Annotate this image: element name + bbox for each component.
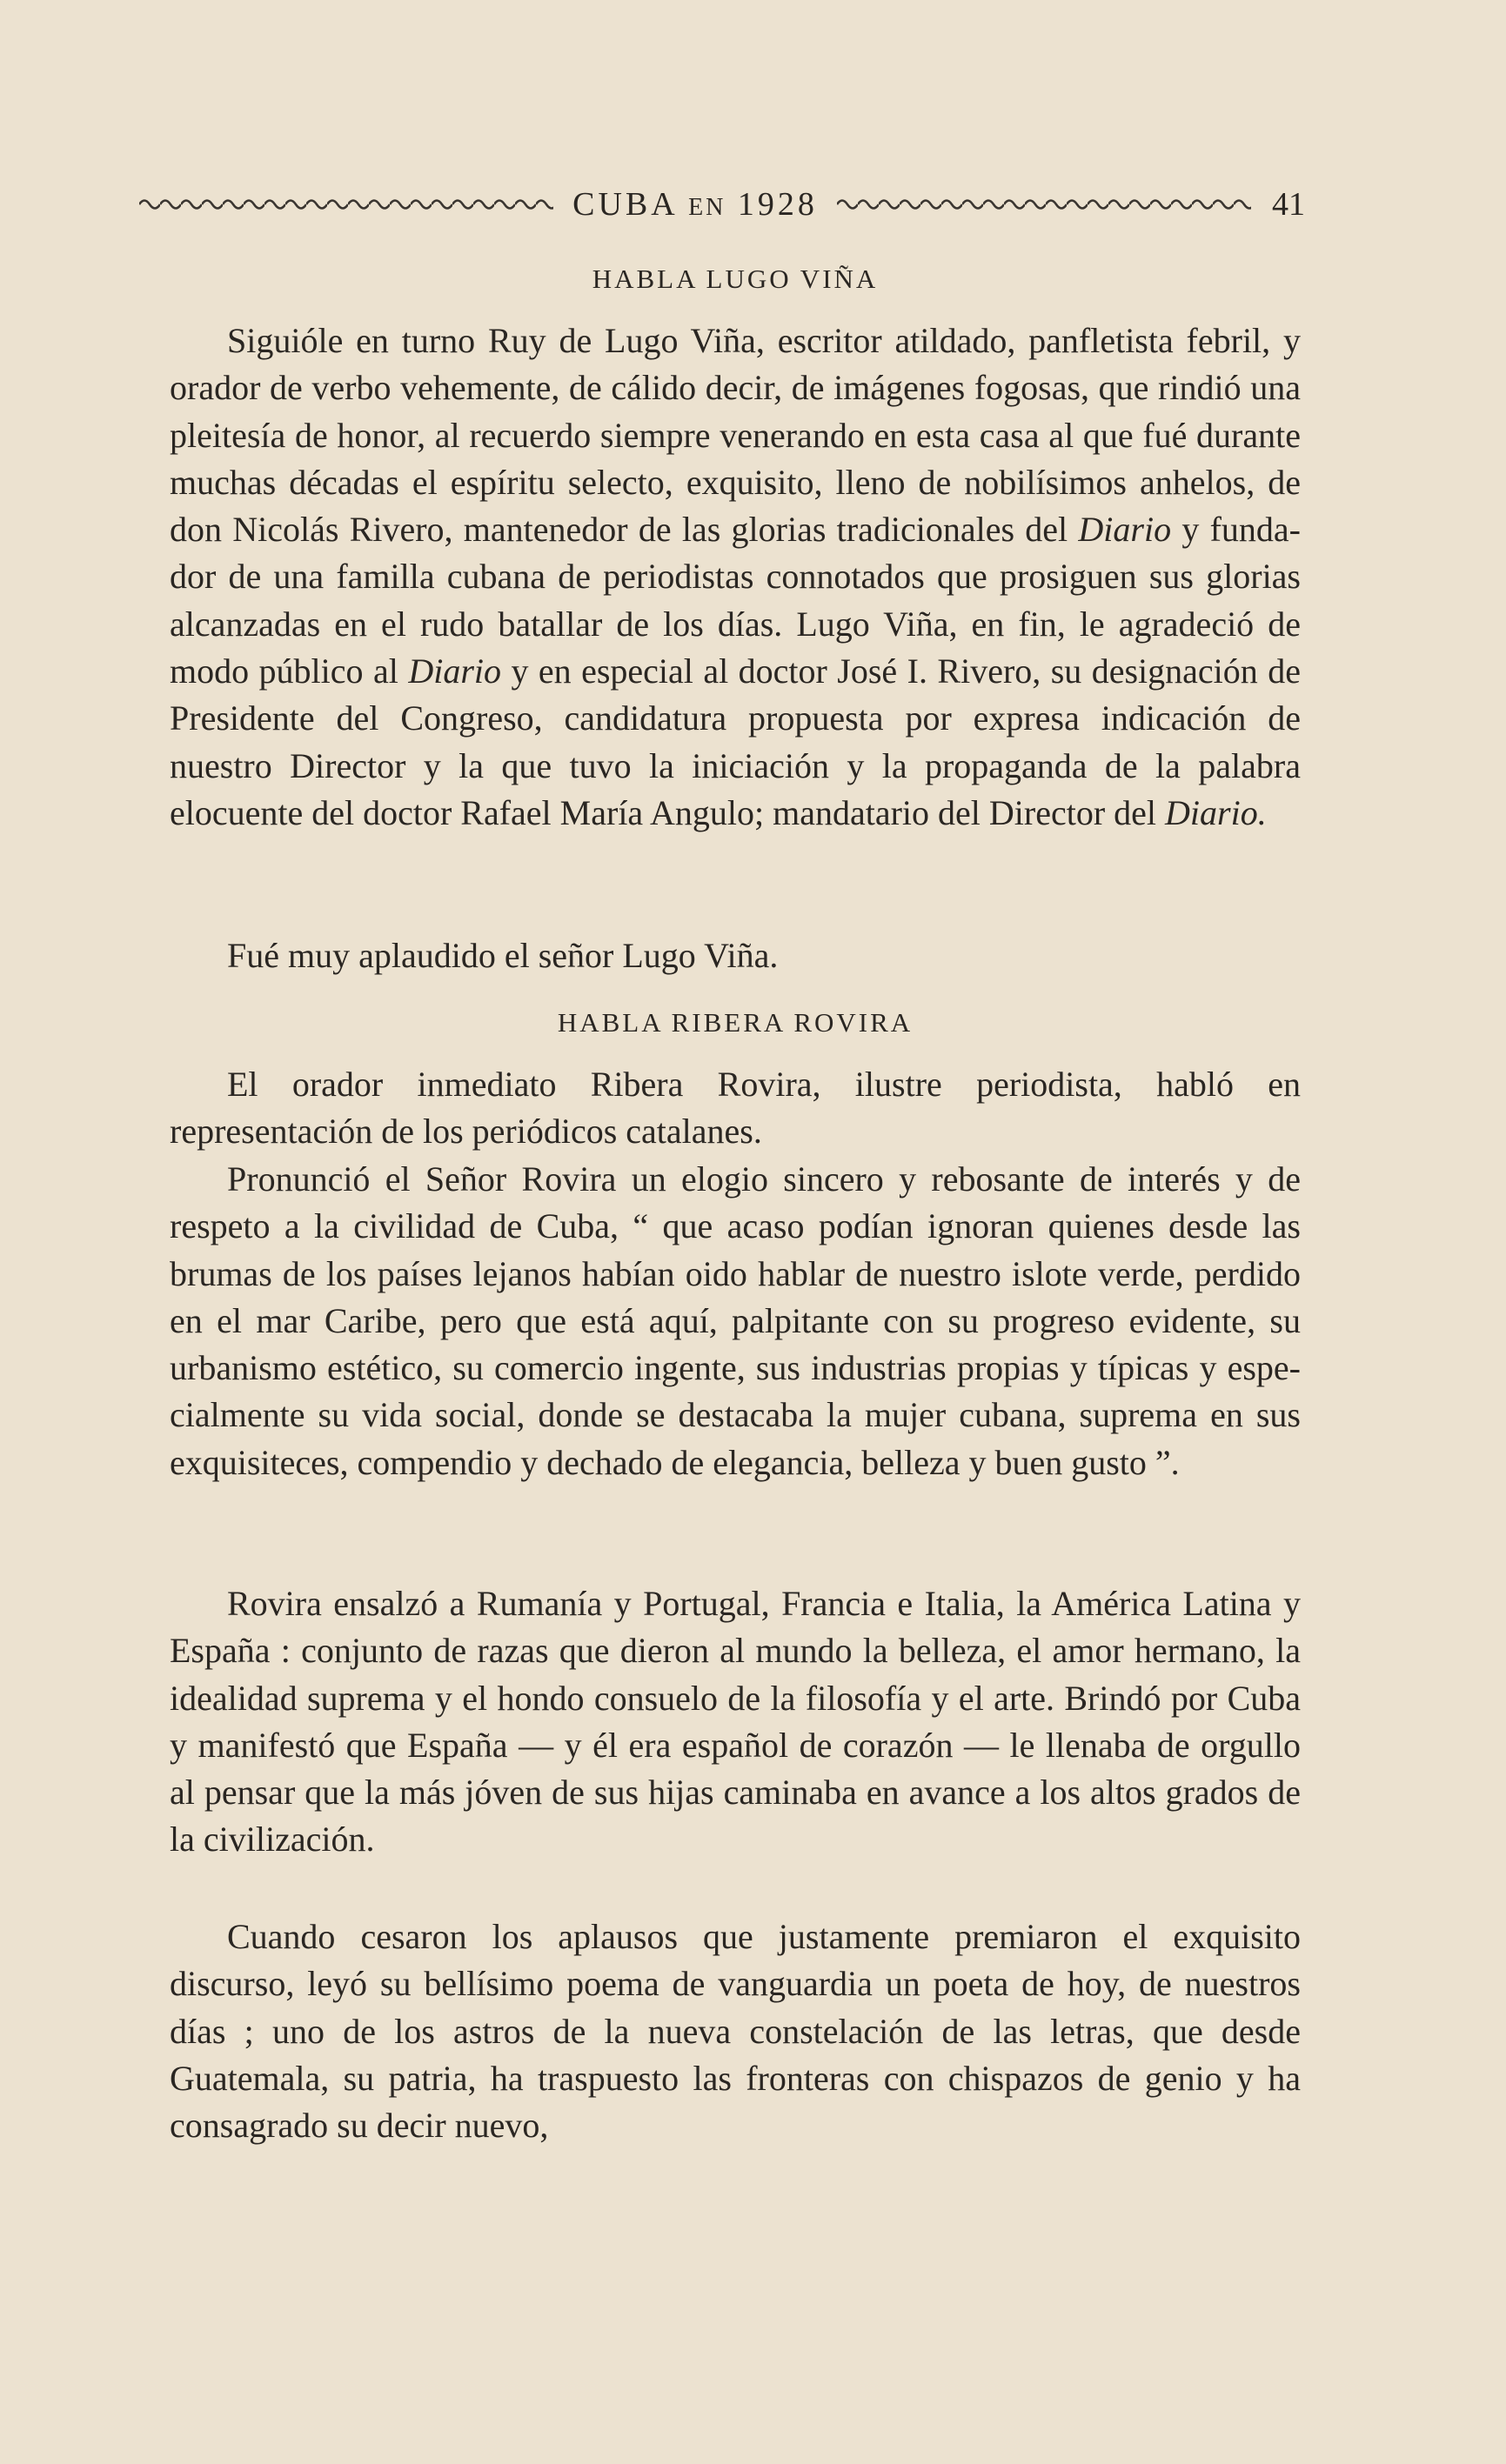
page-number: 41 <box>1272 186 1305 223</box>
title-year: 1928 <box>737 186 818 223</box>
section-heading-lugo-vina: HABLA LUGO VIÑA <box>592 264 879 294</box>
running-title <box>553 185 837 224</box>
italic-diario: Diario. <box>1165 792 1267 832</box>
italic-diario: Diario <box>408 651 501 691</box>
title-en: EN <box>688 194 726 221</box>
paragraph-lugo-vina: Siguióle en turno Ruy de Lugo Viña, escritor atildado, panfletista febril, y orador de verbo vehemente, de cálido decir, de imágenes fogosas, que rindió una pleitesía de honor, al recuerdo siempre venerando en esta casa al que fué durante muchas décadas el espíritu selecto, exquisito, lleno de nobilísimos anhelos, de don Nicolás Rivero, mantenedor de las glorias tradicionales del Diario y fundador de una familla cubana de periodistas connotados que prosiguen sus glorias alcanzadas en el rudo batallar de los días. Lugo Viña, en fin, le agradeció de modo público al Diario y en especial al doctor José I. Rivero, su designación de Presidente del Congreso, candidatura propuesta por expresa indicación de nuestro Director y la que tuvo la iniciación y la propaganda de la palabra elocuente del doctor Rafael María Angulo; mandatario del Director del Diario. <box>170 321 1301 832</box>
wavy-rule-left <box>139 195 553 214</box>
paragraph-applause: Fué muy aplaudido el señor Lugo Viña. <box>227 936 779 975</box>
running-header <box>139 178 1305 230</box>
title-main: CUBA <box>572 186 677 223</box>
paragraph-ribera-intro: El orador inmediato Ribera Rovira, ilustre periodista, habló en representación de los periódicos catalanes. <box>170 1065 1301 1152</box>
paragraph-poeta: Cuando cesaron los aplausos que justamente premiaron el exquisito discurso, leyó su bellísimo poema de vanguardia un poeta de hoy, de nuestros días ; uno de los astros de la nueva constelación de las letras, que desde Guatemala, su patria, ha traspuesto las fronteras con chispazos de genio y ha consagrado su decir nuevo, <box>170 1917 1301 2146</box>
italic-diario: Diario <box>1078 510 1172 550</box>
wavy-rule-right <box>837 195 1251 214</box>
paragraph-rovira-elogio: Pronunció el Señor Rovira un elogio sincero y rebosante de interés y de respeto a la civilidad de Cuba, “ que acaso podían ignoran quienes desde las brumas de los países lejanos habían oido hablar de nuestro islote verde, perdido en el mar Caribe, pero que está aquí, palpitante con su progreso evidente, su urbanismo estético, su comercio ingente, sus industrias propias y típicas y especialmente su vida social, donde se destacaba la mujer cubana, suprema en sus exquisiteces, compendio y dechado de elegancia, belleza y buen gusto ”. <box>170 1159 1301 1482</box>
paragraph-rovira-brindis: Rovira ensalzó a Rumanía y Portugal, Francia e Italia, la América Latina y España : conjunto de razas que dieron al mundo la belleza, el amor hermano, la idealidad suprema y el hondo consuelo de la filosofía y el arte. Brindó por Cuba y manifestó que España — y él era español de corazón — le llenaba de orgullo al pensar que la más jóven de sus hijas caminaba en avance a los altos grados de la civilización. <box>170 1584 1301 1860</box>
section-heading-ribera-rovira: HABLA RIBERA ROVIRA <box>557 1007 914 1038</box>
